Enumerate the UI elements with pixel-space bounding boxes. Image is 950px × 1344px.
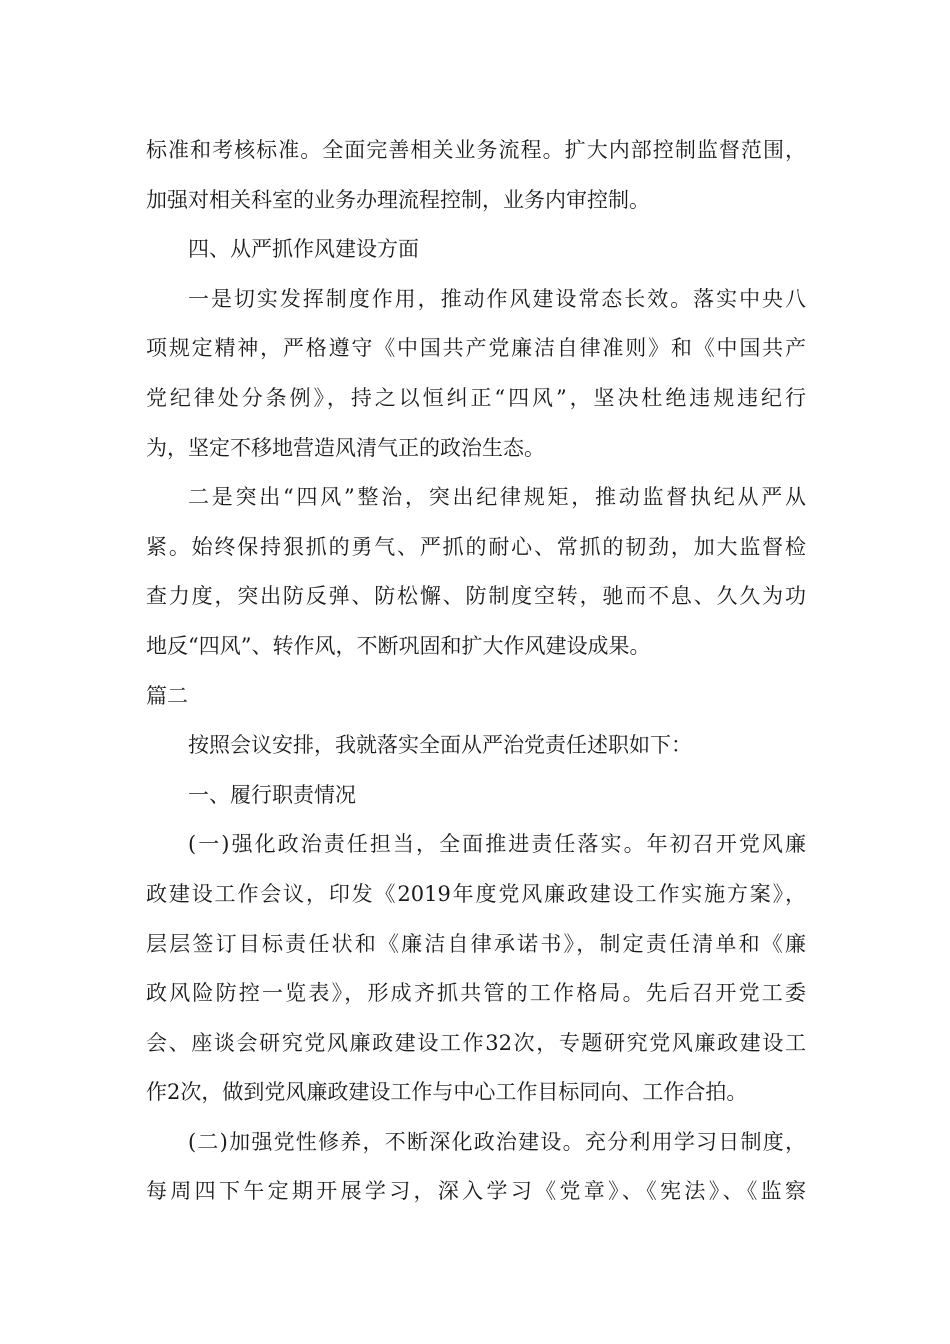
text-line: 项规定精神，严格遵守《中国共产党廉洁自律准则》和《中国共产: [146, 336, 806, 361]
text-line: (二)加强党性修养，不断深化政治建设。充分利用学习日制度，: [188, 1129, 806, 1154]
section-heading: 四、从严抓作风建设方面: [188, 237, 419, 262]
text-line: 加强对相关科室的业务办理流程控制，业务内审控制。: [146, 187, 650, 212]
text-line: 党纪律处分条例》，持之以恒纠正“四风”，坚决杜绝违规违纪行: [146, 385, 806, 410]
text-line: 层层签订目标责任状和《廉洁自律承诺书》，制定责任清单和《廉: [146, 931, 806, 956]
text-line: 地反“四风”、转作风，不断巩固和扩大作风建设成果。: [146, 633, 651, 658]
part-heading: 篇二: [146, 683, 188, 708]
text-line: 查力度，突出防反弹、防松懈、防制度空转，驰而不息、久久为功: [146, 584, 806, 609]
text-line: 紧。始终保持狠抓的勇气、严抓的耐心、常抓的韧劲，加大监督检: [146, 534, 806, 559]
text-line: (一)强化政治责任担当，全面推进责任落实。年初召开党风廉: [188, 832, 806, 857]
text-line: 标准和考核标准。全面完善相关业务流程。扩大内部控制监督范围，: [146, 138, 806, 162]
text-line: 每周四下午定期开展学习，深入学习《党章》、《宪法》、《监察: [146, 1179, 806, 1204]
text-line: 按照会议安排，我就落实全面从严治党责任述职如下：: [188, 733, 692, 758]
text-line: 作2次，做到党风廉政建设工作与中心工作目标同向、工作合拍。: [146, 1080, 748, 1105]
section-heading: 一、履行职责情况: [188, 782, 356, 807]
text-line: 二是突出“四风”整治，突出纪律规矩，推动监督执纪从严从: [188, 485, 806, 510]
text-line: 政风险防控一览表》，形成齐抓共管的工作格局。先后召开党工委: [146, 981, 806, 1006]
text-line: 政建设工作会议，印发《2019年度党风廉政建设工作实施方案》，: [146, 881, 806, 906]
document-body: [146, 126, 806, 1217]
text-line: 会、座谈会研究党风廉政建设工作32次，专题研究党风廉政建设工: [146, 1030, 806, 1055]
text-line: 一是切实发挥制度作用，推动作风建设常态长效。落实中央八: [188, 286, 806, 311]
text-line: 为，坚定不移地营造风清气正的政治生态。: [146, 435, 545, 460]
